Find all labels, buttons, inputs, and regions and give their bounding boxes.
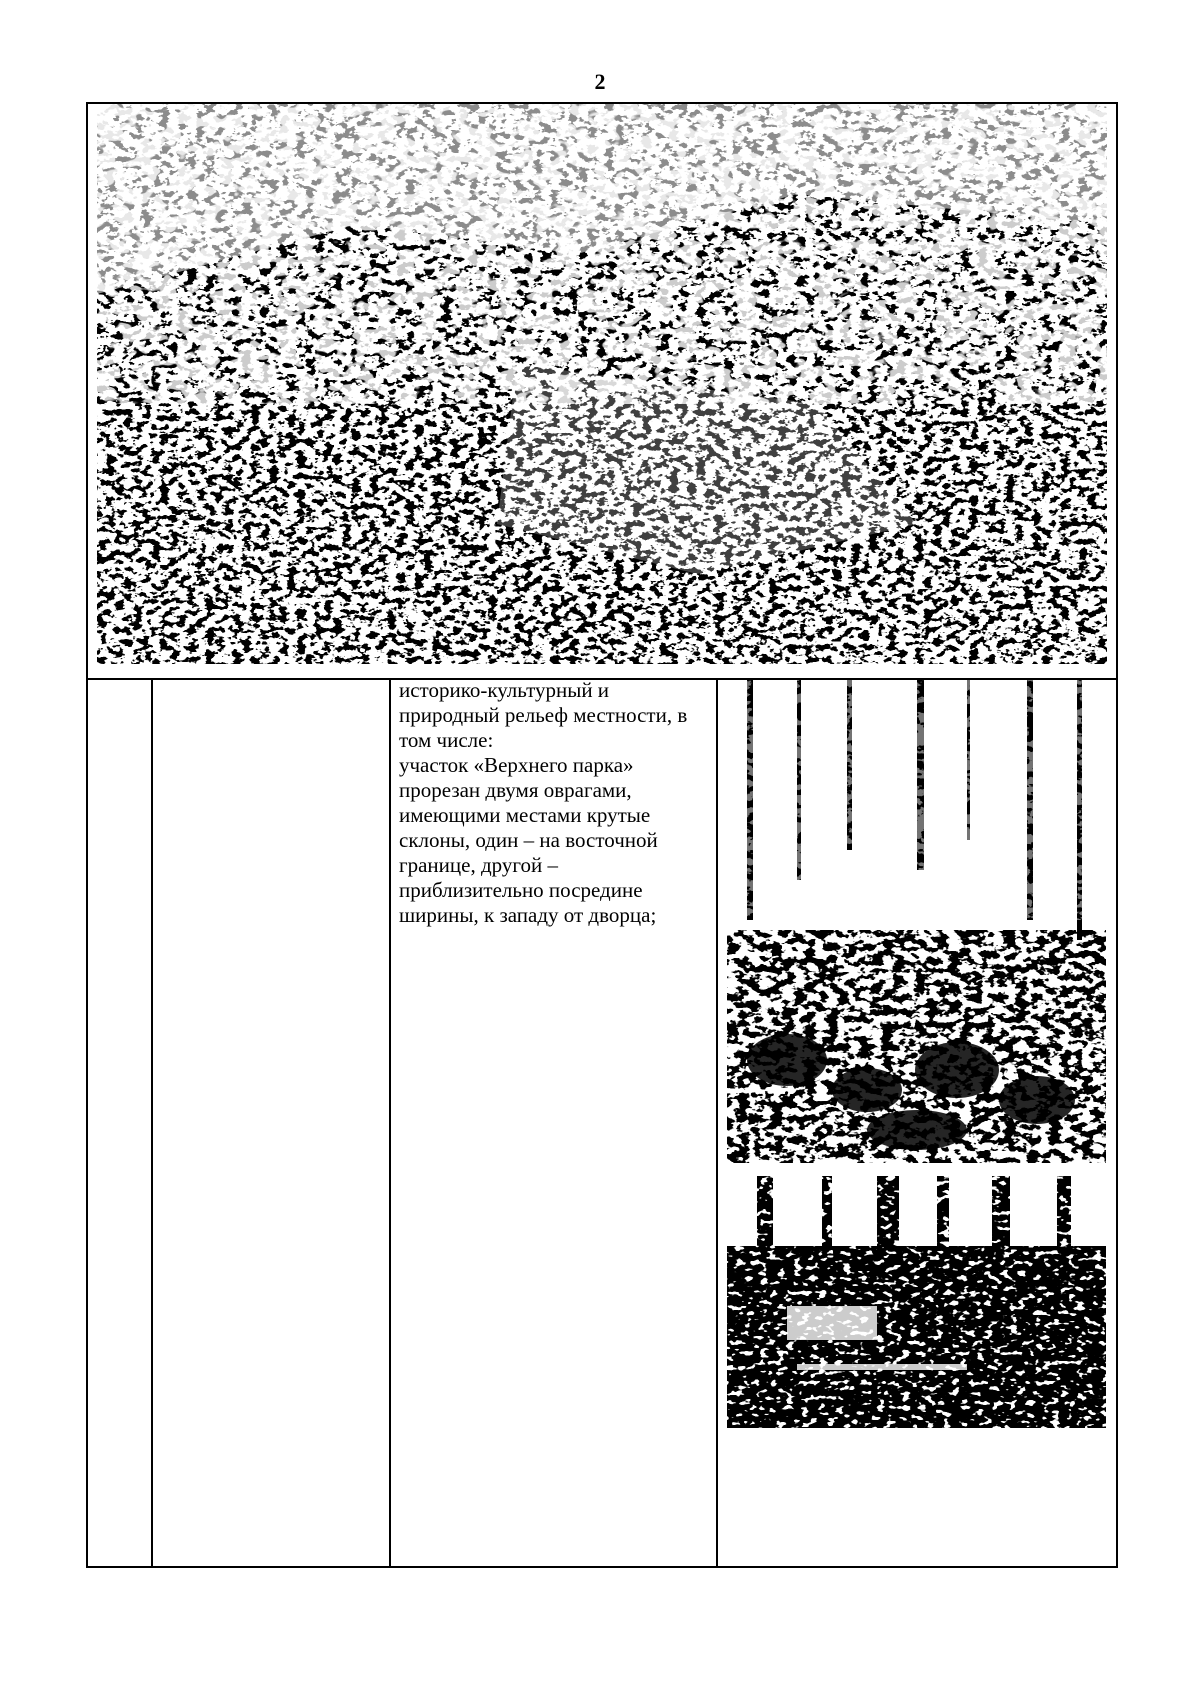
ravine-slope-photo [727,680,1106,1163]
table-column-divider [389,679,391,1568]
description-paragraph-ravines: участок «Верхнего парка» прорезан двумя оврагами, имеющими местами крутые склоны, один – на восточной границе, другой – приблизительно посредине ширины, к западу от дворца; [399,753,658,927]
ravine-slope-image [727,680,1106,1163]
ravine-overview-image [97,104,1107,664]
forest-ravine-image [727,1176,1106,1428]
ravine-overview-photo [97,104,1107,664]
description-cell [399,678,717,928]
description-paragraph-intro: историко-культурный и природный рельеф местности, в том числе: [399,678,688,752]
forest-ravine-photo [727,1176,1106,1428]
page-number: 2 [594,69,606,94]
table-column-divider [151,679,153,1568]
